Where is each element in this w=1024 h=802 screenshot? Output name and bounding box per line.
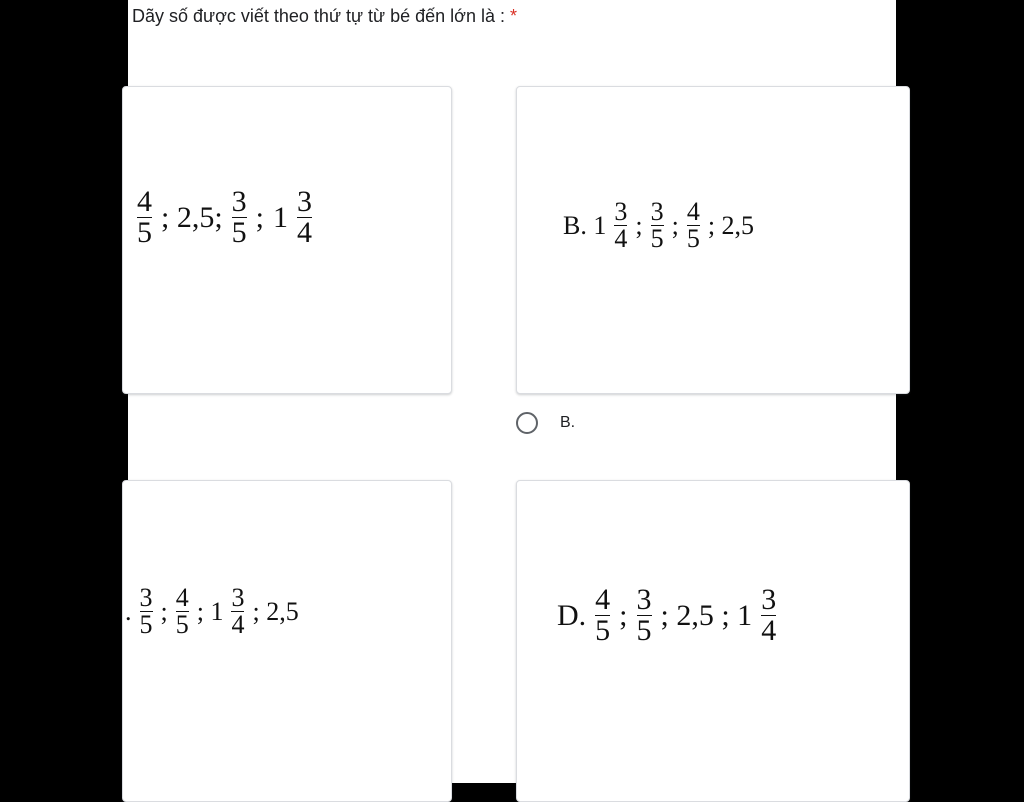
denominator: 4: [231, 610, 245, 639]
option-a-expression: [137, 187, 312, 248]
fraction: [140, 585, 153, 638]
numerator: 3: [231, 583, 245, 612]
denominator: 5: [650, 224, 664, 253]
numerator: 3: [614, 197, 628, 226]
math-text: ;: [160, 596, 168, 626]
denominator: 5: [595, 614, 611, 647]
numerator: 3: [139, 583, 153, 612]
denominator: 5: [139, 610, 153, 639]
math-text: ; 2,5 ; 1: [660, 598, 753, 632]
option-image-d: [516, 480, 910, 802]
fraction: [637, 585, 652, 646]
option-image-a: [122, 86, 452, 394]
math-text: ; 1: [196, 596, 224, 626]
option-c-expression: [125, 585, 299, 638]
radio-button[interactable]: [516, 412, 538, 434]
fraction: [651, 199, 664, 252]
math-text: D.: [557, 598, 587, 632]
choice-label: B.: [560, 414, 576, 431]
denominator: 5: [175, 610, 189, 639]
fraction: [761, 585, 776, 646]
numerator: 3: [761, 583, 777, 616]
fraction: [595, 585, 610, 646]
math-text: ;: [635, 210, 643, 240]
form-page: [125, 0, 896, 783]
fraction: [231, 585, 244, 638]
choice-row[interactable]: [516, 412, 575, 434]
math-text: ;: [619, 598, 628, 632]
numerator: 4: [137, 185, 152, 218]
fraction: [232, 187, 247, 248]
question-title: [132, 6, 517, 27]
denominator: 5: [686, 224, 700, 253]
denominator: 5: [137, 216, 152, 249]
fraction: [176, 585, 189, 638]
fraction: [687, 199, 700, 252]
numerator: 3: [650, 197, 664, 226]
denominator: 4: [614, 224, 628, 253]
math-text: ; 2,5: [252, 596, 299, 626]
math-text: 1: [273, 200, 289, 234]
required-asterisk: *: [510, 6, 518, 26]
denominator: 5: [231, 216, 247, 249]
math-text: .: [125, 596, 132, 626]
math-text: ; 2,5;: [161, 200, 223, 234]
question-text: Dãy số được viết theo thứ tự từ bé đến lớn là :: [132, 6, 505, 26]
denominator: 5: [636, 614, 652, 647]
option-d-expression: [557, 585, 776, 646]
numerator: 4: [686, 197, 700, 226]
fraction: [614, 199, 627, 252]
numerator: 4: [175, 583, 189, 612]
option-image-b: [516, 86, 910, 394]
math-text: B. 1: [563, 210, 607, 240]
math-text: ;: [671, 210, 679, 240]
denominator: 4: [761, 614, 777, 647]
option-image-c: [122, 480, 452, 802]
denominator: 4: [297, 216, 313, 249]
numerator: 3: [636, 583, 652, 616]
option-b-expression: [563, 199, 754, 252]
fraction: [297, 187, 312, 248]
numerator: 3: [297, 185, 313, 218]
numerator: 3: [231, 185, 247, 218]
math-text: ; 2,5: [707, 210, 755, 240]
numerator: 4: [595, 583, 611, 616]
math-text: ;: [255, 200, 265, 234]
fraction: [137, 187, 152, 248]
